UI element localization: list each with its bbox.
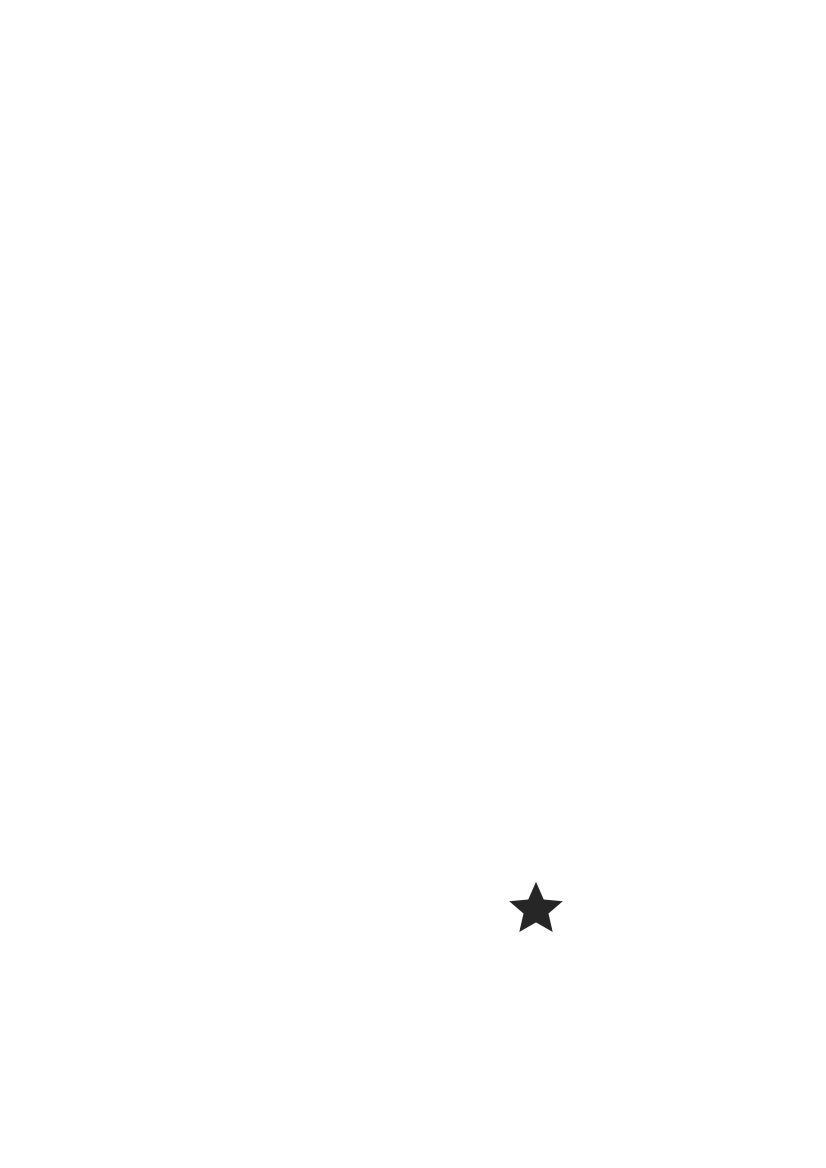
star-icon — [509, 882, 563, 932]
school-seal — [448, 822, 624, 998]
